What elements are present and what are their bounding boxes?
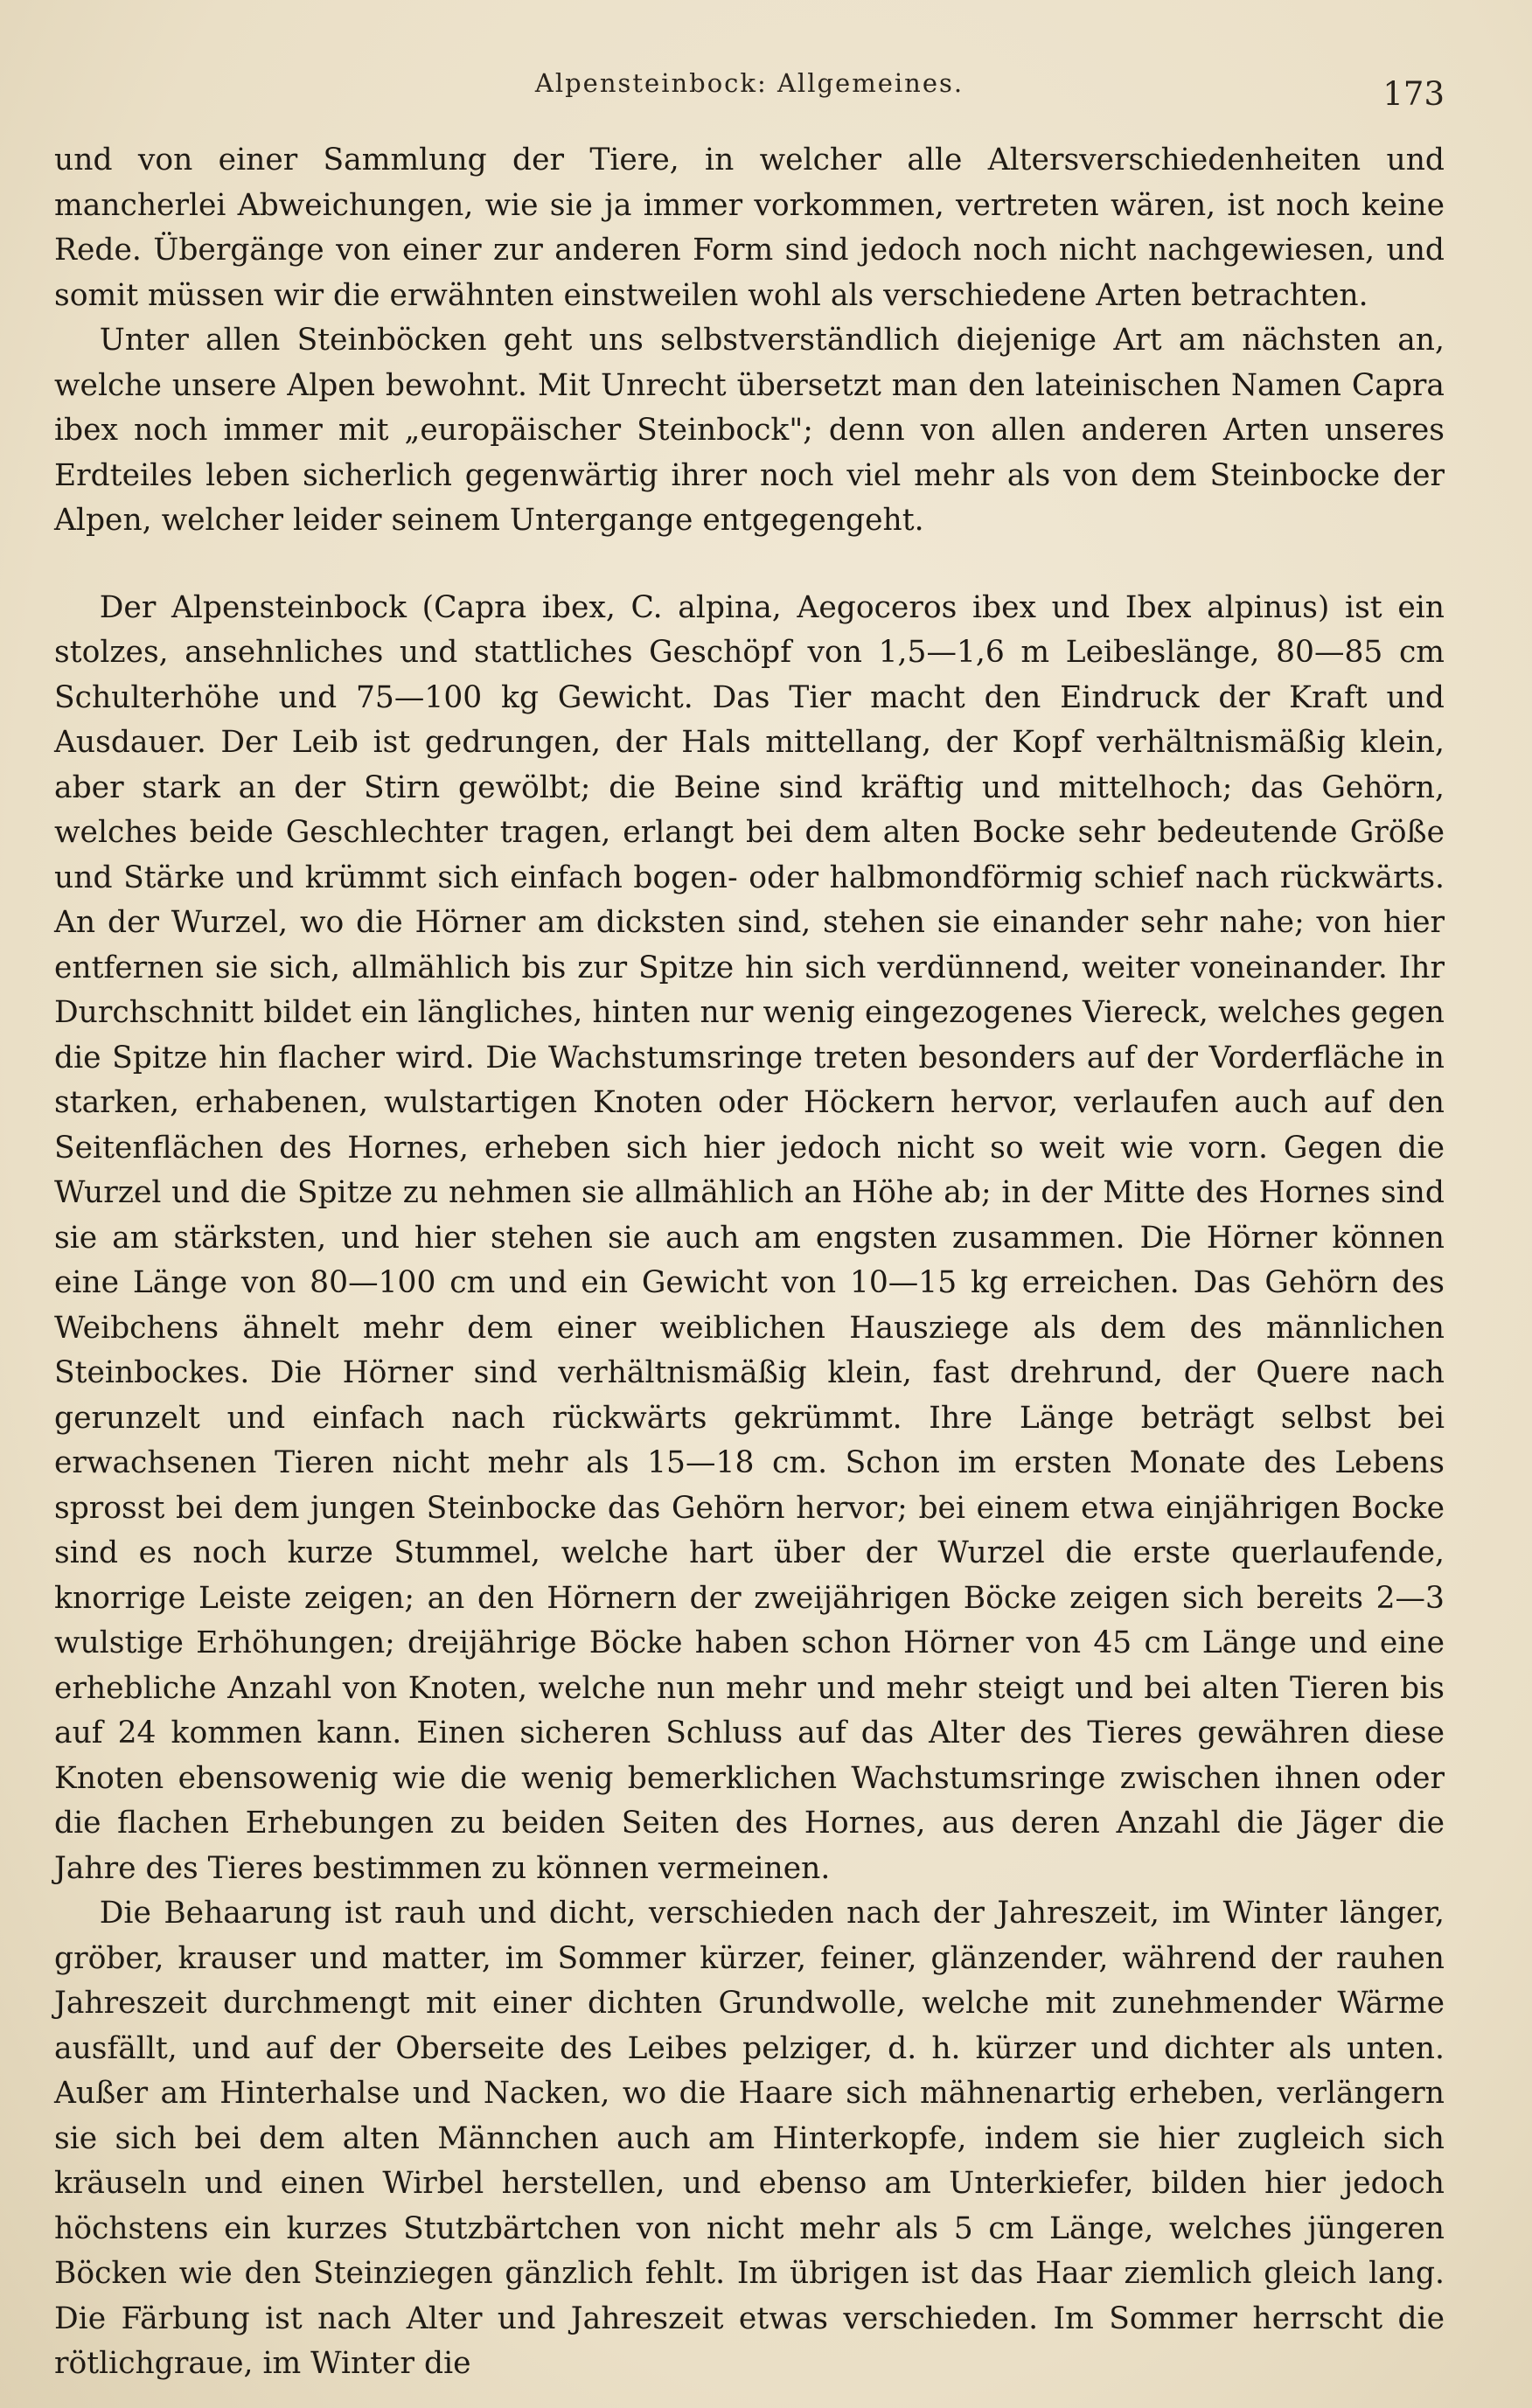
paragraph-intro-continuation: und von einer Sammlung der Tiere, in welcher alle Altersverschiedenheiten und mancherlei Abweichungen, wie sie ja immer vorkommen, vertreten wären, ist noch keine Rede. Übergänge von einer zur anderen Form sind jedoch noch nicht nachgewiesen, und somit müssen wir die erwähnten einstweilen wohl als verschiedene Arten betrachten. — [54, 143, 1445, 313]
page-number: 173 — [1382, 75, 1445, 113]
page-header — [54, 68, 1445, 121]
paragraph-alpine-ibex-intro: Unter allen Steinböcken geht uns selbstverständlich diejenige Art am nächsten an, welche unsere Alpen bewohnt. Mit Unrecht übersetzt man den lateinischen Namen Capra ibex noch immer mit „europäischer Steinbock"; denn von allen anderen Arten unseres Erdteiles leben sicherlich gegenwärtig ihrer noch viel mehr als von dem Steinbocke der Alpen, welcher leider seinem Untergange entgegengeht. — [54, 323, 1445, 538]
running-head: Alpensteinbock: Allgemeines. — [534, 68, 964, 98]
section-gap — [54, 544, 1445, 586]
body-text — [54, 138, 1445, 2387]
paragraph-coat: Die Behaarung ist rauh und dicht, verschieden nach der Jahreszeit, im Winter länger, gröber, krauser und matter, im Sommer kürzer, feiner, glänzender, während der rauhen Jahreszeit durchmengt mit einer dichten Grundwolle, welche mit zunehmender Wärme ausfällt, und auf der Oberseite des Leibes pelziger, d. h. kürzer und dichter als unten. Außer am Hinterhalse und Nacken, wo die Haare sich mähnenartig erheben, verlängern sie sich bei dem alten Männchen auch am Hinterkopfe, indem sie hier zugleich sich kräuseln und einen Wirbel herstellen, und ebenso am Unterkiefer, bilden hier jedoch höchstens ein kurzes Stutzbärtchen von nicht mehr als 5 cm Länge, welches jüngeren Böcken wie den Steinziegen gänzlich fehlt. Im übrigen ist das Haar ziemlich gleich lang. Die Färbung ist nach Alter und Jahreszeit etwas verschieden. Im Sommer herrscht die rötlichgraue, im Winter die — [54, 1896, 1445, 2381]
paragraph-description-horns: Der Alpensteinbock (Capra ibex, C. alpina, Aegoceros ibex und Ibex alpinus) ist ein stolzes, ansehnliches und stattliches Geschöpf von 1,5—1,6 m Leibeslänge, 80—85 cm Schulterhöhe und 75—100 kg Gewicht. Das Tier macht den Eindruck der Kraft und Ausdauer. Der Leib ist gedrungen, der Hals mittellang, der Kopf verhältnismäßig klein, aber stark an der Stirn gewölbt; die Beine sind kräftig und mittelhoch; das Gehörn, welches beide Geschlechter tragen, erlangt bei dem alten Bocke sehr bedeutende Größe und Stärke und krümmt sich einfach bogen- oder halbmondförmig schief nach rückwärts. An der Wurzel, wo die Hörner am dicksten sind, stehen sie einander sehr nahe; von hier entfernen sie sich, allmählich bis zur Spitze hin sich verdünnend, weiter voneinander. Ihr Durchschnitt bildet ein längliches, hinten nur wenig eingezogenes Viereck, welches gegen die Spitze hin flacher wird. Die Wachstumsringe treten besonders auf der Vorderfläche in starken, erhabenen, wulstartigen Knoten oder Höckern hervor, verlaufen auch auf den Seitenflächen des Hornes, erheben sich hier jedoch nicht so weit wie vorn. Gegen die Wurzel und die Spitze zu nehmen sie allmählich an Höhe ab; in der Mitte des Hornes sind sie am stärksten, und hier stehen sie auch am engsten zusammen. Die Hörner können eine Länge von 80—100 cm und ein Gewicht von 10—15 kg erreichen. Das Gehörn des Weibchens ähnelt mehr dem einer weiblichen Hausziege als dem des männlichen Steinbockes. Die Hörner sind verhältnismäßig klein, fast drehrund, der Quere nach gerunzelt und einfach nach rückwärts gekrümmt. Ihre Länge beträgt selbst bei erwachsenen Tieren nicht mehr als 15—18 cm. Schon im ersten Monate des Lebens sprosst bei dem jungen Steinbocke das Gehörn hervor; bei einem etwa einjährigen Bocke sind es noch kurze Stummel, welche hart über der Wurzel die erste querlaufende, knorrige Leiste zeigen; an den Hörnern der zweijährigen Böcke zeigen sich bereits 2—3 wulstige Erhöhungen; dreijährige Böcke haben schon Hörner von 45 cm Länge und eine erhebliche Anzahl von Knoten, welche nun mehr und mehr steigt und bei alten Tieren bis auf 24 kommen kann. Einen sicheren Schluss auf das Alter des Tieres gewähren diese Knoten ebensowenig wie die wenig bemerklichen Wachstumsringe zwischen ihnen oder die flachen Erhebungen zu beiden Seiten des Hornes, aus deren Anzahl die Jäger die Jahre des Tieres bestimmen zu können vermeinen. — [54, 589, 1445, 1886]
